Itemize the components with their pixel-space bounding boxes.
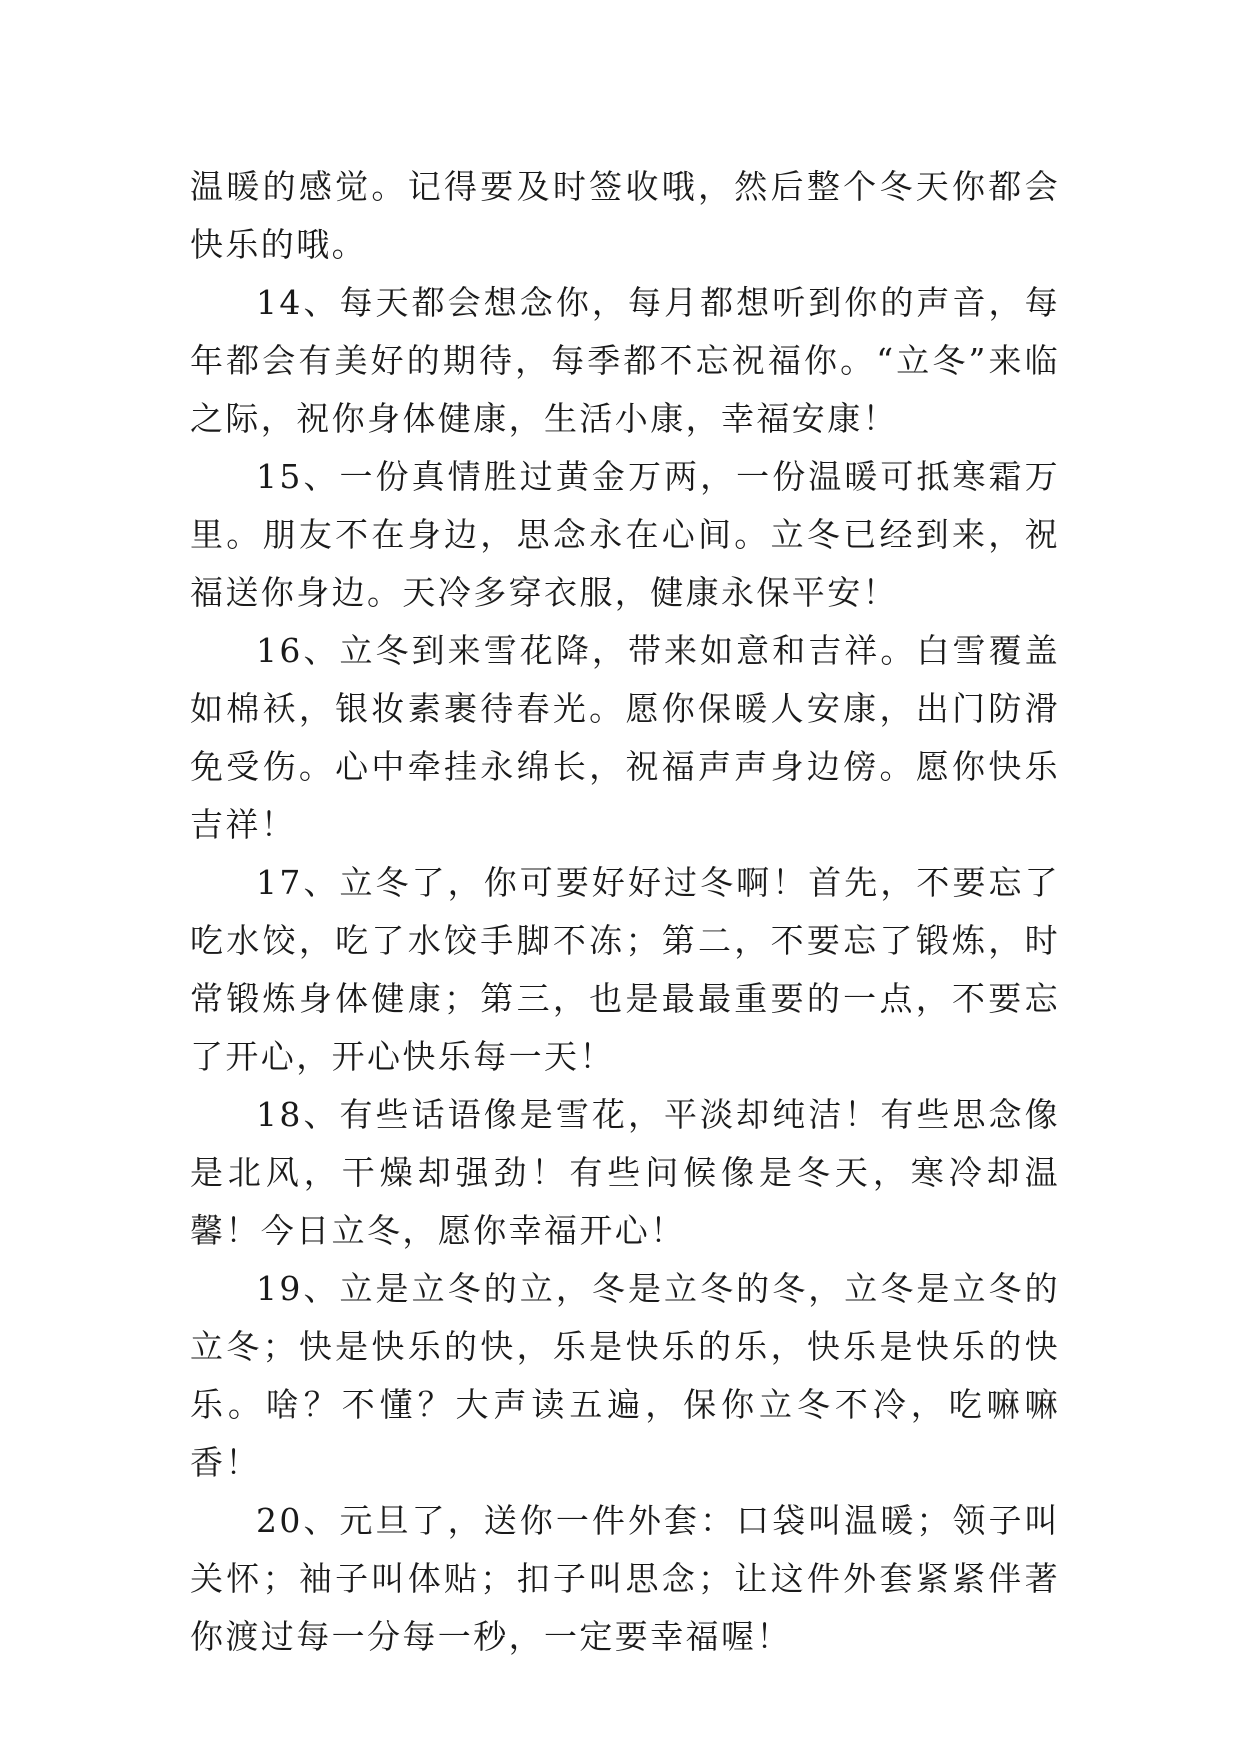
paragraph-continuation: 温暖的感觉。记得要及时签收哦，然后整个冬天你都会快乐的哦。 bbox=[190, 167, 1060, 264]
paragraph-16: 16、立冬到来雪花降，带来如意和吉祥。白雪覆盖如棉袄，银妆素裹待春光。愿你保暖人安康，出门防滑免受伤。心中牵挂永绵长，祝福声声身边傍。愿你快乐吉祥！ bbox=[190, 631, 1060, 844]
paragraph-17: 17、立冬了，你可要好好过冬啊！首先，不要忘了吃水饺，吃了水饺手脚不冻；第二，不要忘了锻炼，时常锻炼身体健康；第三，也是最最重要的一点，不要忘了开心，开心快乐每一天！ bbox=[190, 863, 1060, 1076]
paragraph-20: 20、元旦了，送你一件外套：口袋叫温暖；领子叫关怀；袖子叫体贴；扣子叫思念；让这件外套紧紧伴著你渡过每一分每一秒，一定要幸福喔！ bbox=[190, 1501, 1060, 1656]
paragraph-15: 15、一份真情胜过黄金万两，一份温暖可抵寒霜万里。朋友不在身边，思念永在心间。立冬已经到来，祝福送你身边。天冷多穿衣服，健康永保平安！ bbox=[190, 457, 1060, 612]
paragraph-19: 19、立是立冬的立，冬是立冬的冬，立冬是立冬的立冬；快是快乐的快，乐是快乐的乐，快乐是快乐的快乐。啥？不懂？大声读五遍，保你立冬不冷，吃嘛嘛香！ bbox=[190, 1269, 1060, 1482]
paragraph-14: 14、每天都会想念你，每月都想听到你的声音，每年都会有美好的期待，每季都不忘祝福你。“立冬”来临之际，祝你身体健康，生活小康，幸福安康！ bbox=[190, 283, 1060, 438]
paragraph-18: 18、有些话语像是雪花，平淡却纯洁！有些思念像是北风，干燥却强劲！有些问候像是冬天，寒冷却温馨！今日立冬，愿你幸福开心！ bbox=[190, 1095, 1060, 1250]
document-body bbox=[190, 158, 1060, 1666]
